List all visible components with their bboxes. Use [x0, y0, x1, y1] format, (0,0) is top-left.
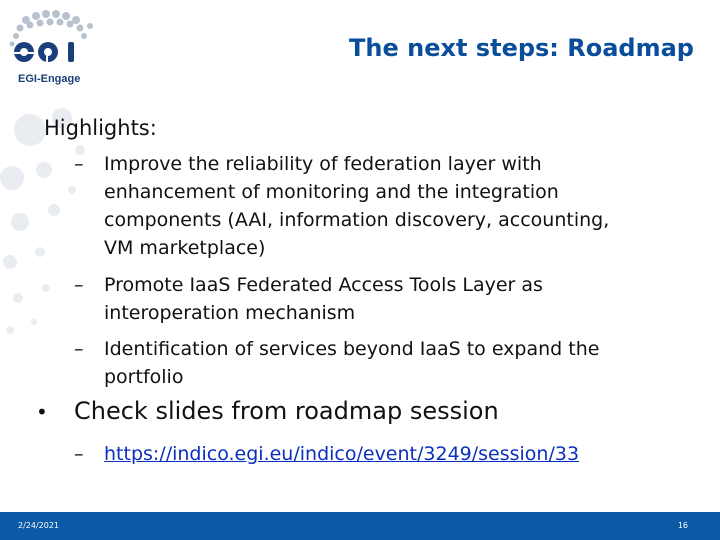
sub-item-line: enhancement of monitoring and the integration — [104, 181, 559, 203]
highlights-heading: Highlights: — [44, 116, 157, 140]
slide-title: The next steps: Roadmap — [349, 34, 694, 62]
sub-item-line: Promote IaaS Federated Access Tools Layer as — [104, 274, 543, 296]
sub-item-line: Identification of services beyond IaaS to expand the — [104, 338, 600, 360]
bullet-marker: • — [36, 400, 48, 424]
roadmap-session-link[interactable]: https://indico.egi.eu/indico/event/3249/session/33 — [104, 443, 580, 465]
sub-item-marker: – — [74, 274, 84, 296]
link-marker: – — [74, 443, 84, 465]
bullet-text: Check slides from roadmap session — [74, 397, 499, 425]
sub-item-line: interoperation mechanism — [104, 302, 356, 324]
sub-item-marker: – — [74, 153, 84, 175]
footer-date: 2/24/2021 — [18, 521, 60, 530]
logo-subtitle: EGI-Engage — [18, 73, 81, 85]
footer-bar — [0, 512, 720, 540]
sub-item-line: VM marketplace) — [104, 237, 266, 259]
sub-item-line: components (AAI, information discovery, accounting, — [104, 209, 610, 231]
sub-item-line: Improve the reliability of federation layer with — [104, 153, 542, 175]
sub-item-line: portfolio — [104, 366, 184, 388]
page-number: 16 — [677, 521, 688, 530]
sub-item-marker: – — [74, 338, 84, 360]
